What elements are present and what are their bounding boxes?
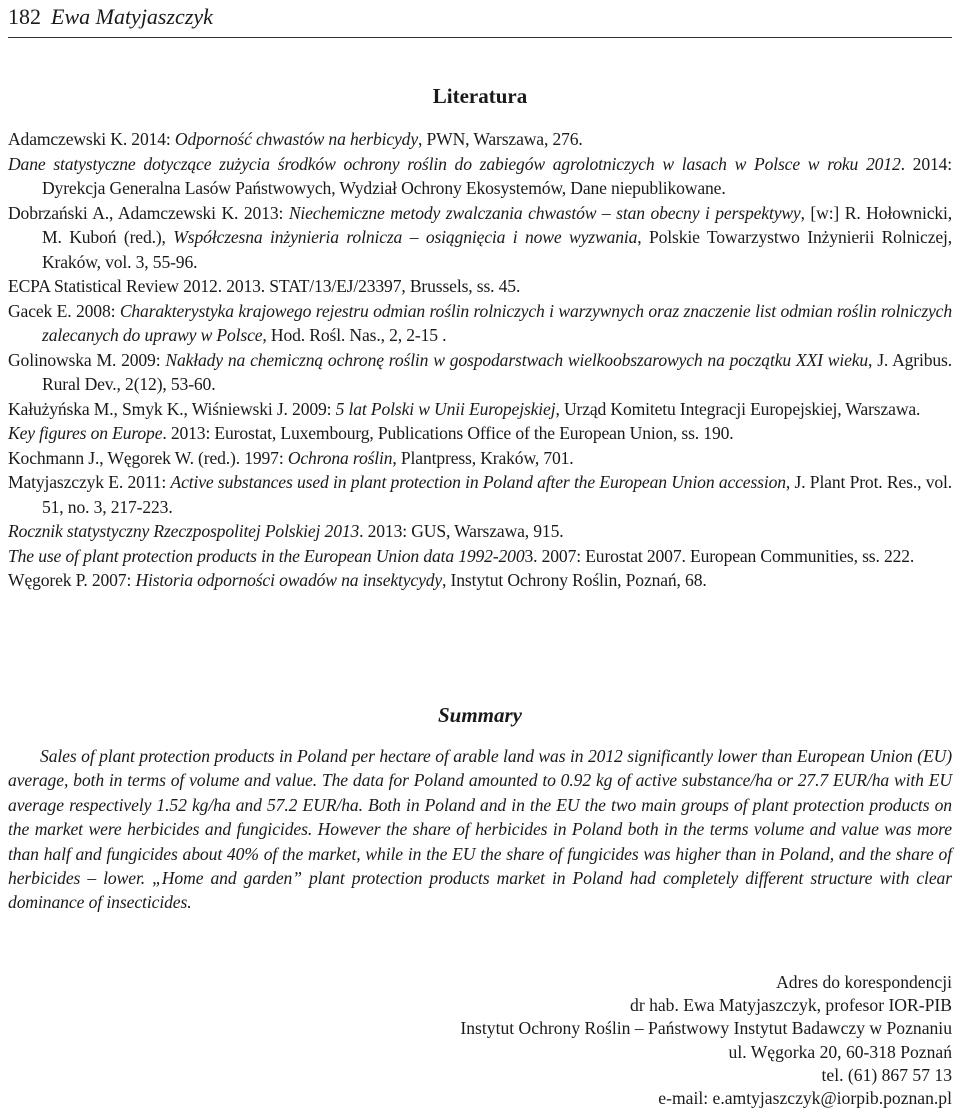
address-line: Adres do korespondencji (776, 972, 952, 992)
reference-list (8, 127, 952, 593)
address-line: ul. Węgorka 20, 60-318 Poznań (728, 1041, 952, 1062)
reference-item: Key figures on Europe. 2013: Eurostat, Luxembourg, Publications Office of the European Union, ss. 190. (8, 423, 734, 443)
summary-paragraph: Sales of plant protection products in Poland per hectare of arable land was in 2012 significantly lower than European Union (EU) average, both in terms of volume and value. The data for Poland amounted to 0.92 kg of active substance/ha or 27.7 EUR/ha with EU average respectively 1.52 kg/ha and 57.2 EUR/ha. Both in Poland and in the EU the two main groups of plant protection products on the market were herbicides and fungicides. However the share of herbicides in Poland both in the terms volume and value was more than half and fungicides about 40% of the market, while in the EU the share of fungicides was higher than in Poland, and the share of herbicides – lower. „Home and garden” plant protection products market in Poland had completely different structure with clear dominance of insecticides. (8, 746, 952, 913)
correspondence-address (252, 971, 952, 1110)
header-rule (8, 37, 952, 38)
running-author: Ewa Matyjaszczyk (51, 4, 213, 29)
reference-item: Rocznik statystyczny Rzeczpospolitej Polskiej 2013. 2013: GUS, Warszawa, 915. (8, 521, 564, 541)
reference-item: Matyjaszczyk E. 2011: Active substances used in plant protection in Poland after the European Union accession, J. Plant Prot. Res., vol. 51, no. 3, 217-223. (8, 472, 952, 517)
email-line: e-mail: e.amtyjaszczyk@iorpib.poznan.pl (658, 1088, 952, 1109)
literature-heading: Literatura (432, 84, 528, 108)
reference-item: Golinowska M. 2009: Nakłady na chemiczną ochronę roślin w gospodarstwach wielkoobszarowych na początku XXI wieku, J. Agribus. Rural Dev., 2(12), 53-60. (8, 349, 952, 394)
reference-item: The use of plant protection products in the European Union data 1992-2003. 2007: Eurostat 2007. European Communities, ss. 222. (8, 545, 915, 566)
reference-item: Dane statystyczne dotyczące zużycia środków ochrony roślin do zabiegów agrolotniczych w lasach w Polsce w roku 2012. 2014: Dyrekcja Generalna Lasów Państwowych, Wydział Ochrony Ekosystemów, Dane niepublikowane. (8, 153, 952, 198)
address-line: tel. (61) 867 57 13 (821, 1064, 952, 1085)
page-number: 182 (8, 4, 41, 29)
reference-item: Węgorek P. 2007: Historia odporności owadów na insektycydy, Instytut Ochrony Roślin, Poznań, 68. (8, 570, 707, 590)
summary-heading: Summary (437, 703, 523, 727)
reference-item: ECPA Statistical Review 2012. 2013. STAT/13/EJ/23397, Brussels, ss. 45. (8, 276, 521, 296)
reference-item: Gacek E. 2008: Charakterystyka krajowego rejestru odmian roślin rolniczych i warzywnych oraz znaczenie list odmian roślin rolniczych zalecanych do uprawy w Polsce, Hod. Rośl. Nas., 2, 2-15 . (8, 300, 952, 345)
reference-item: Adamczewski K. 2014: Odporność chwastów na herbicydy, PWN, Warszawa, 276. (8, 129, 583, 149)
address-line: Instytut Ochrony Roślin – Państwowy Instytut Badawczy w Poznaniu (460, 1018, 952, 1039)
reference-item: Dobrzański A., Adamczewski K. 2013: Niechemiczne metody zwalczania chwastów – stan obecny i perspektywy, [w:] R. Hołownicki, M. Kuboń (red.), Współczesna inżynieria rolnicza – osiągnięcia i nowe wyzwania, Polskie Towarzystwo Inżynierii Rolniczej, Kraków, vol. 3, 55-96. (8, 202, 952, 272)
running-header (8, 0, 952, 36)
address-line: dr hab. Ewa Matyjaszczyk, profesor IOR-PIB (630, 995, 952, 1016)
reference-item: Kałużyńska M., Smyk K., Wiśniewski J. 2009: 5 lat Polski w Unii Europejskiej, Urząd Komitetu Integracji Europejskiej, Warszawa. (8, 398, 921, 419)
reference-item: Kochmann J., Węgorek W. (red.). 1997: Ochrona roślin, Plantpress, Kraków, 701. (8, 447, 574, 468)
